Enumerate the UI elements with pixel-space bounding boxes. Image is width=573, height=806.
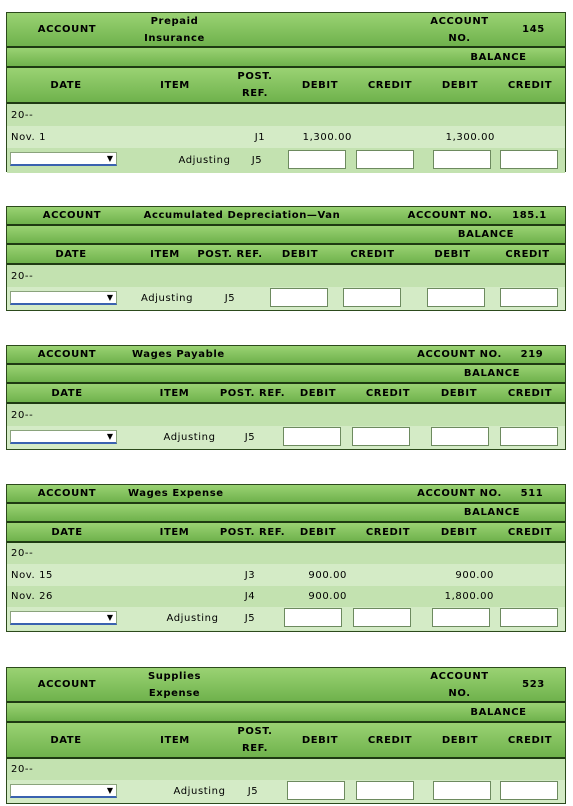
ledger-supplies-expense — [6, 667, 566, 804]
col-credit: CREDIT — [367, 734, 413, 746]
ledger-prepaid-insurance — [6, 12, 566, 172]
row-date: Nov. 15 — [11, 569, 54, 581]
balance-credit-input[interactable] — [500, 781, 558, 800]
year-row — [7, 404, 565, 426]
col-credit: CREDIT — [365, 387, 411, 399]
account-label: ACCOUNT — [37, 679, 97, 690]
chevron-down-icon: ▼ — [106, 154, 113, 163]
balance-debit-input[interactable] — [433, 150, 491, 169]
chevron-down-icon: ▼ — [106, 293, 113, 302]
date-dropdown[interactable] — [10, 611, 117, 625]
account-no-label: ACCOUNT NO. — [407, 210, 493, 221]
col-item: ITEM — [159, 387, 190, 399]
column-header-row — [7, 723, 565, 759]
col-item: ITEM — [160, 79, 190, 91]
account-header-row — [7, 668, 565, 703]
credit-input[interactable] — [343, 288, 401, 307]
ledger-accumulated-depreciation — [6, 206, 566, 311]
col-post-ref-line1: POST. — [237, 726, 273, 737]
account-no-label: ACCOUNT NO. — [417, 488, 502, 499]
col-date: DATE — [51, 526, 83, 538]
debit-input[interactable] — [283, 427, 341, 446]
col-post-ref — [225, 723, 285, 757]
entry-row — [7, 148, 565, 173]
ledger-wages-expense — [6, 484, 566, 632]
col-post-ref-line2: REF. — [241, 88, 269, 99]
chevron-down-icon: ▼ — [106, 613, 113, 622]
balance-debit-input[interactable] — [431, 427, 489, 446]
account-label: ACCOUNT — [42, 210, 102, 221]
col-debit: DEBIT — [301, 79, 339, 91]
col-post-ref: POST. REF. — [219, 387, 286, 399]
col-date: DATE — [50, 734, 82, 746]
row-balance-debit: 1,800.00 — [444, 591, 494, 602]
balance-debit-input[interactable] — [433, 781, 491, 800]
entry-item: Adjusting — [163, 432, 216, 443]
year-label: 20-- — [11, 548, 34, 559]
entry-item: Adjusting — [178, 155, 231, 166]
balance-debit-input[interactable] — [432, 608, 490, 627]
debit-input[interactable] — [284, 608, 342, 627]
year-label: 20-- — [11, 764, 34, 775]
col-item: ITEM — [159, 526, 190, 538]
col-balance-debit: DEBIT — [441, 734, 479, 746]
year-label: 20-- — [11, 109, 34, 121]
row-post-ref: J4 — [244, 591, 256, 602]
col-credit: CREDIT — [350, 248, 395, 260]
year-label: 20-- — [11, 409, 34, 421]
col-balance-debit: DEBIT — [440, 526, 478, 538]
table-row — [7, 126, 565, 148]
col-post-ref: POST. REF. — [219, 526, 286, 538]
account-name-line2: Insurance — [144, 32, 205, 44]
entry-row — [7, 780, 565, 803]
account-no-label-line2: NO. — [448, 687, 471, 699]
account-name-line1: Prepaid — [150, 15, 199, 27]
col-item: ITEM — [150, 248, 180, 260]
account-header-row — [7, 13, 565, 48]
col-debit: DEBIT — [299, 526, 337, 538]
balance-label: BALANCE — [470, 706, 527, 718]
balance-debit-input[interactable] — [427, 288, 485, 307]
row-balance-debit: 1,300.00 — [445, 131, 495, 143]
account-number: 523 — [522, 679, 545, 690]
credit-input[interactable] — [356, 150, 414, 169]
account-name: Accumulated Depreciation—Van — [143, 210, 341, 221]
col-balance-credit: CREDIT — [507, 387, 553, 399]
entry-post-ref: J5 — [244, 432, 256, 443]
account-no-label-line1: ACCOUNT — [430, 15, 489, 27]
balance-header-row — [7, 703, 565, 723]
balance-label: BALANCE — [463, 368, 521, 379]
entry-row — [7, 287, 565, 310]
credit-input[interactable] — [356, 781, 414, 800]
row-debit: 900.00 — [308, 569, 347, 581]
column-header-row — [7, 523, 565, 543]
account-label: ACCOUNT — [37, 488, 97, 499]
column-header-row — [7, 384, 565, 404]
entry-item: Adjusting — [173, 786, 226, 797]
row-debit: 1,300.00 — [302, 131, 352, 143]
date-dropdown[interactable] — [10, 784, 117, 798]
year-row — [7, 759, 565, 780]
date-dropdown[interactable] — [10, 152, 117, 166]
col-post-ref — [225, 68, 285, 102]
debit-input[interactable] — [288, 150, 346, 169]
row-post-ref: J1 — [254, 131, 266, 143]
balance-credit-input[interactable] — [500, 150, 558, 169]
entry-item: Adjusting — [166, 613, 219, 624]
column-header-row — [7, 68, 565, 104]
col-post-ref-line2: REF. — [241, 743, 269, 754]
col-item: ITEM — [160, 734, 190, 746]
balance-credit-input[interactable] — [500, 608, 558, 627]
account-no-label-line2: NO. — [448, 32, 471, 44]
col-debit: DEBIT — [301, 734, 339, 746]
col-credit: CREDIT — [365, 526, 411, 538]
chevron-down-icon: ▼ — [106, 432, 113, 441]
col-balance-credit: CREDIT — [507, 79, 553, 91]
balance-label: BALANCE — [463, 507, 521, 518]
balance-label: BALANCE — [457, 229, 515, 240]
account-no-label — [417, 13, 502, 46]
col-post-ref-line1: POST. — [237, 71, 273, 82]
col-balance-debit: DEBIT — [441, 79, 479, 91]
entry-post-ref: J5 — [244, 613, 256, 624]
col-balance-credit: CREDIT — [507, 526, 553, 538]
entry-post-ref: J5 — [224, 293, 236, 304]
account-no-label-line1: ACCOUNT — [430, 670, 489, 682]
balance-label: BALANCE — [470, 51, 527, 63]
account-number: 185.1 — [512, 210, 547, 221]
ledger-wages-payable — [6, 345, 566, 450]
entry-row — [7, 426, 565, 449]
balance-credit-input[interactable] — [500, 288, 558, 307]
year-row — [7, 265, 565, 287]
date-dropdown[interactable] — [10, 430, 117, 444]
col-balance-credit: CREDIT — [507, 734, 553, 746]
col-date: DATE — [51, 387, 83, 399]
balance-header-row — [7, 48, 565, 68]
account-label: ACCOUNT — [37, 24, 97, 35]
chevron-down-icon: ▼ — [106, 786, 113, 795]
col-date: DATE — [55, 248, 87, 260]
year-row — [7, 543, 565, 564]
credit-input[interactable] — [353, 608, 411, 627]
balance-header-row — [7, 365, 565, 384]
col-post-ref: POST. REF. — [197, 248, 263, 260]
account-header-row — [7, 485, 565, 504]
row-date: Nov. 26 — [11, 591, 54, 602]
debit-input[interactable] — [287, 781, 345, 800]
col-debit: DEBIT — [281, 248, 319, 260]
account-number: 511 — [520, 488, 544, 499]
row-balance-debit: 900.00 — [455, 569, 494, 581]
col-debit: DEBIT — [299, 387, 337, 399]
account-header-row — [7, 207, 565, 226]
year-label: 20-- — [11, 270, 34, 282]
account-name-line2: Expense — [148, 687, 201, 699]
row-post-ref: J3 — [244, 569, 256, 581]
account-number: 145 — [522, 24, 545, 35]
col-credit: CREDIT — [367, 79, 413, 91]
account-header-row — [7, 346, 565, 365]
account-number: 219 — [520, 349, 544, 360]
account-name: Wages Expense — [128, 488, 224, 499]
account-no-label — [417, 668, 502, 701]
col-date: DATE — [50, 79, 82, 91]
date-dropdown[interactable] — [10, 291, 117, 305]
credit-input[interactable] — [352, 427, 410, 446]
entry-post-ref: J5 — [251, 155, 263, 166]
entry-post-ref: J5 — [247, 786, 259, 797]
balance-header-row — [7, 504, 565, 523]
account-name — [127, 668, 222, 701]
entry-row — [7, 607, 565, 630]
account-label: ACCOUNT — [37, 349, 97, 360]
debit-input[interactable] — [270, 288, 328, 307]
account-name-line1: Supplies — [147, 670, 202, 682]
col-balance-credit: CREDIT — [505, 248, 550, 260]
balance-header-row — [7, 226, 565, 245]
account-no-label: ACCOUNT NO. — [417, 349, 502, 360]
col-balance-debit: DEBIT — [434, 248, 471, 260]
row-date: Nov. 1 — [11, 131, 47, 143]
year-row — [7, 104, 565, 126]
col-balance-debit: DEBIT — [440, 387, 478, 399]
table-row — [7, 586, 565, 607]
table-row — [7, 564, 565, 586]
balance-credit-input[interactable] — [500, 427, 558, 446]
column-header-row — [7, 245, 565, 265]
account-name — [127, 13, 222, 46]
account-name: Wages Payable — [132, 349, 225, 360]
entry-item: Adjusting — [140, 293, 194, 304]
row-debit: 900.00 — [308, 591, 347, 602]
